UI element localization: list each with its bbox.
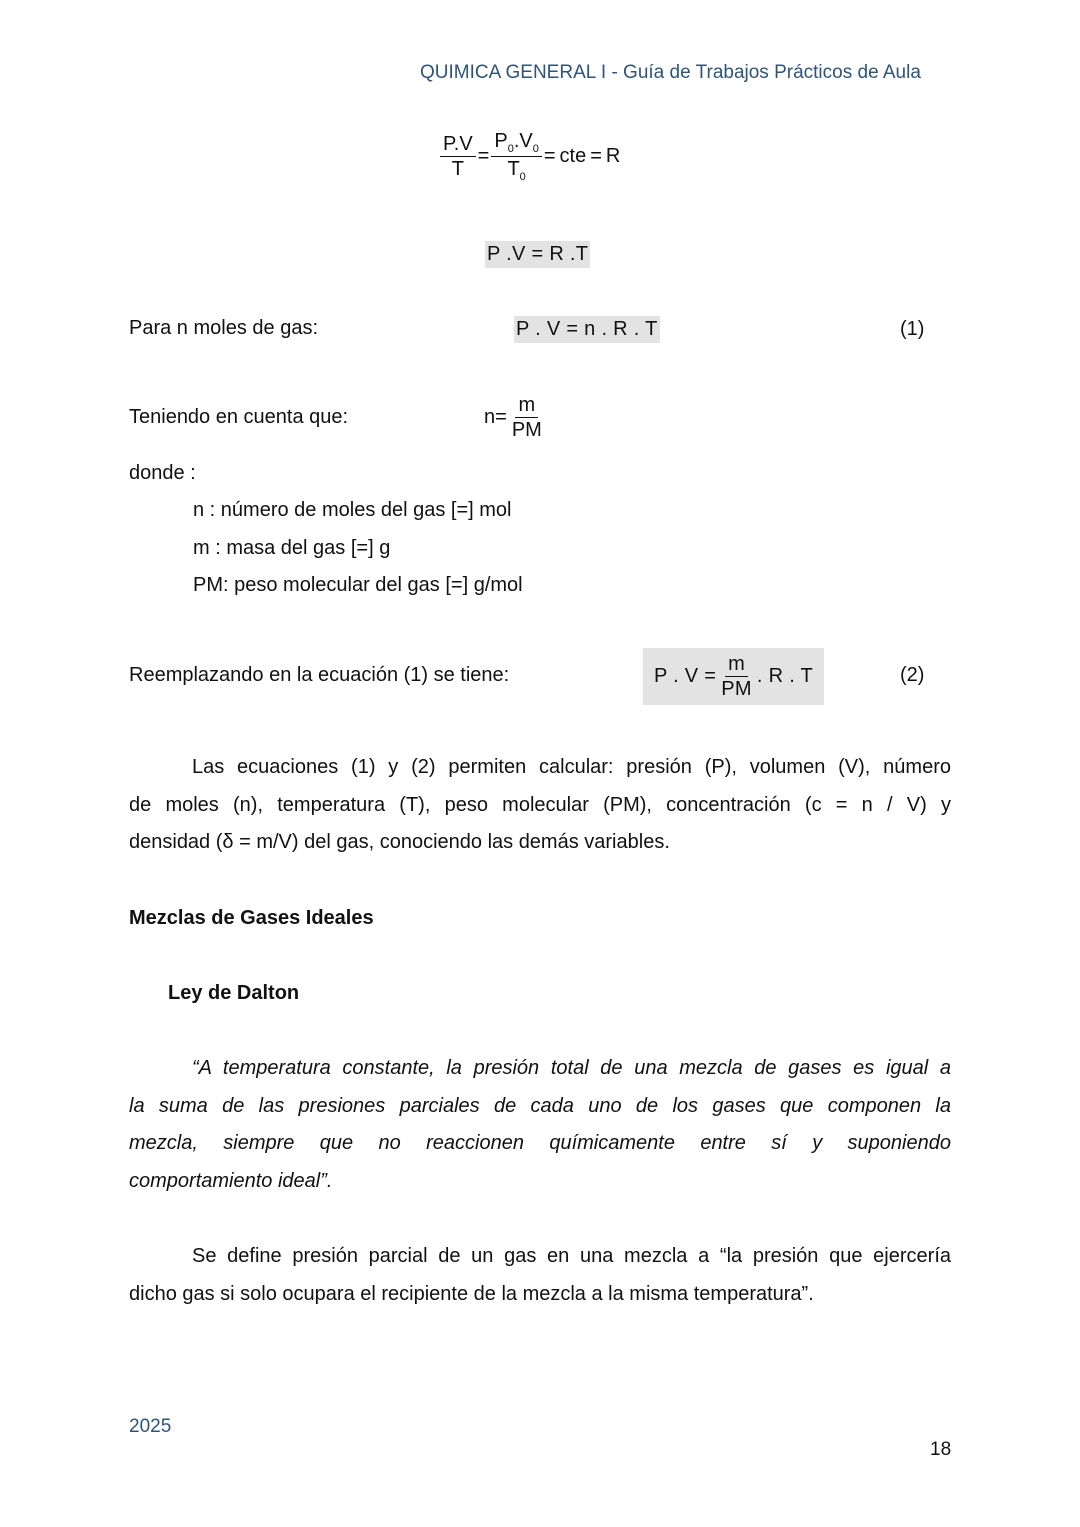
eq4-rhs: . R . T [756, 665, 814, 687]
reemplazando-label: Reemplazando en la ecuación (1) se tiene: [129, 664, 510, 686]
page-number: 18 [930, 1439, 952, 1460]
eq4-lhs: P . V = [653, 665, 717, 687]
equations-usage-paragraph [129, 749, 951, 862]
ideal-gas-equation-mass [643, 648, 824, 705]
footer-year: 2025 [129, 1416, 172, 1437]
n-equals: n= [484, 406, 507, 428]
equation-number-1: (1) [900, 318, 925, 340]
fraction-denominator: PM [721, 678, 752, 700]
fraction-denominator: $T_0$ [507, 158, 526, 184]
paragraph-line: “A temperatura constante, la presión total de una mezcla de gases es igual a [192, 1057, 951, 1079]
fraction-p0v0-over-t0 [491, 130, 542, 183]
equals-sign: = [477, 145, 490, 168]
paragraph-line: mezcla, siempre que no reaccionen químicamente entre sí y suponiendo [129, 1132, 951, 1155]
partial-pressure-paragraph [129, 1238, 951, 1313]
dalton-law-quote [129, 1050, 951, 1201]
definition-item: n : número de moles del gas [=] mol [193, 499, 512, 521]
paragraph-line: Se define presión parcial de un gas en una mezcla a “la presión que ejercería [192, 1245, 951, 1267]
fraction-numerator: m [515, 394, 538, 418]
equation-number-2: (2) [900, 664, 925, 686]
equals-sign: = [590, 145, 602, 168]
paragraph-line: de moles (n), temperatura (T), peso molecular (PM), concentración (c = n / V) y [129, 793, 951, 816]
moles-definition-equation [482, 394, 545, 441]
definition-item: m : masa del gas [=] g [193, 537, 391, 559]
paragraph-line: comportamiento ideal”. [129, 1170, 333, 1193]
fraction-numerator: m [725, 653, 748, 677]
fraction-denominator: T [451, 158, 464, 181]
fraction-pv-over-t [440, 133, 476, 180]
constant-r: R [605, 145, 621, 168]
page-header: QUIMICA GENERAL I - Guía de Trabajos Prácticos de Aula [420, 62, 921, 83]
paragraph-line: Las ecuaciones (1) y (2) permiten calcular: presión (P), volumen (V), número [192, 756, 951, 778]
definition-item: PM: peso molecular del gas [=] g/mol [193, 574, 523, 596]
n-moles-label: Para n moles de gas: [129, 317, 318, 339]
paragraph-line: la suma de las presiones parciales de cada uno de los gases que componen la [129, 1094, 951, 1117]
teniendo-label: Teniendo en cuenta que: [129, 406, 349, 428]
fraction-denominator: PM [511, 419, 542, 441]
ideal-gas-equation-one-mole: P .V = R .T [485, 241, 590, 268]
donde-label: donde : [129, 462, 196, 484]
fraction-m-over-pm [718, 653, 755, 700]
ideal-gas-equation-n-moles: P . V = n . R . T [514, 316, 660, 343]
fraction-m-over-pm [509, 394, 545, 441]
subsection-heading: Ley de Dalton [168, 982, 300, 1004]
paragraph-line: densidad (δ = m/V) del gas, conociendo las demás variables. [129, 831, 670, 854]
paragraph-line: dicho gas si solo ocupara el recipiente de la mezcla a la misma temperatura”. [129, 1282, 814, 1305]
fraction-numerator: $P_0.V_0$ [491, 130, 542, 157]
constant-text: cte [559, 145, 587, 168]
equals-sign: = [543, 145, 556, 168]
combined-gas-law-equation [440, 130, 622, 183]
fraction-numerator: P.V [440, 133, 476, 157]
section-heading: Mezclas de Gases Ideales [129, 907, 374, 929]
